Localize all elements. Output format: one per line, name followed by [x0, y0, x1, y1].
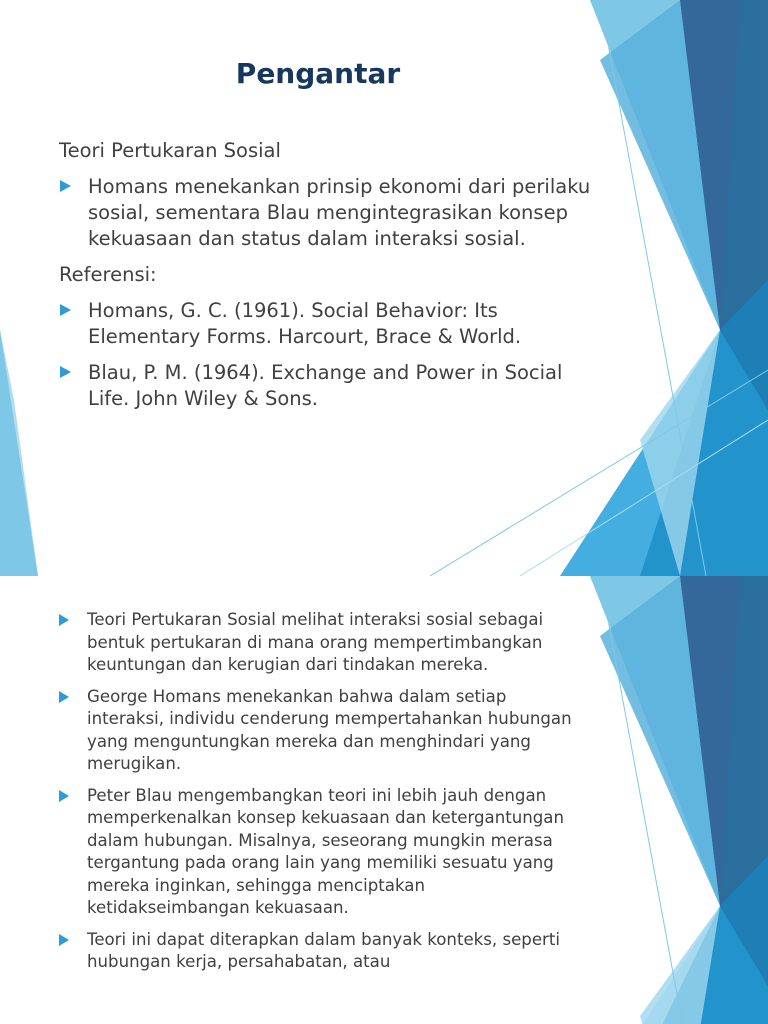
triangle-right-bullet-icon	[60, 304, 71, 316]
bullet-item	[58, 785, 588, 920]
reference-text: Homans, G. C. (1961). Social Behavior: Its Elementary Forms. Harcourt, Brace & World.	[88, 299, 522, 348]
triangle-right-bullet-icon	[60, 366, 71, 378]
bullet-item	[58, 609, 588, 677]
bullet-text: Teori Pertukaran Sosial melihat interaksi sosial sebagai bentuk pertukaran di mana orang mempertimbangkan keuntungan dan kerugian dari tindakan mereka.	[87, 610, 544, 674]
bullet-item	[58, 929, 588, 974]
triangle-right-bullet-icon	[59, 691, 69, 703]
bullet-text: George Homans menekankan bahwa dalam setiap interaksi, individu cenderung mempertahankan hubungan yang menguntungkan mereka dan menghindari yang merugikan.	[87, 686, 572, 773]
section-heading-teori: Teori Pertukaran Sosial	[59, 139, 281, 162]
reference-item	[59, 360, 599, 412]
triangle-right-bullet-icon	[59, 614, 69, 626]
reference-text: Blau, P. M. (1964). Exchange and Power in Social Life. John Wiley & Sons.	[88, 361, 563, 410]
bullet-item	[58, 686, 588, 776]
reference-item	[59, 298, 599, 350]
section-heading-referensi: Referensi:	[59, 263, 157, 286]
triangle-right-bullet-icon	[60, 180, 71, 192]
bullet-text: Teori ini dapat diterapkan dalam banyak konteks, seperti hubungan kerja, persahabatan, atau	[87, 929, 560, 971]
triangle-right-bullet-icon	[59, 790, 69, 802]
slide-2	[0, 576, 768, 1024]
bullet-text: Homans menekankan prinsip ekonomi dari perilaku sosial, sementara Blau mengintegrasikan konsep kekuasaan dan status dalam interaksi sosial.	[88, 175, 591, 250]
triangle-right-bullet-icon	[59, 934, 69, 946]
slide-1-body	[59, 138, 599, 422]
bullet-item	[59, 174, 599, 252]
slide-2-body	[58, 609, 588, 983]
bullet-text: Peter Blau mengembangkan teori ini lebih jauh dengan memperkenalkan konsep kekuasaan dan ketergantungan dalam hubungan. Misalnya, seseorang mungkin merasa tergantung pada orang lain yang memiliki sesuatu yang mereka inginkan, sehingga menciptakan ketidakseimbangan kekuasaan.	[87, 785, 564, 917]
slide-title: Pengantar	[235, 57, 401, 90]
